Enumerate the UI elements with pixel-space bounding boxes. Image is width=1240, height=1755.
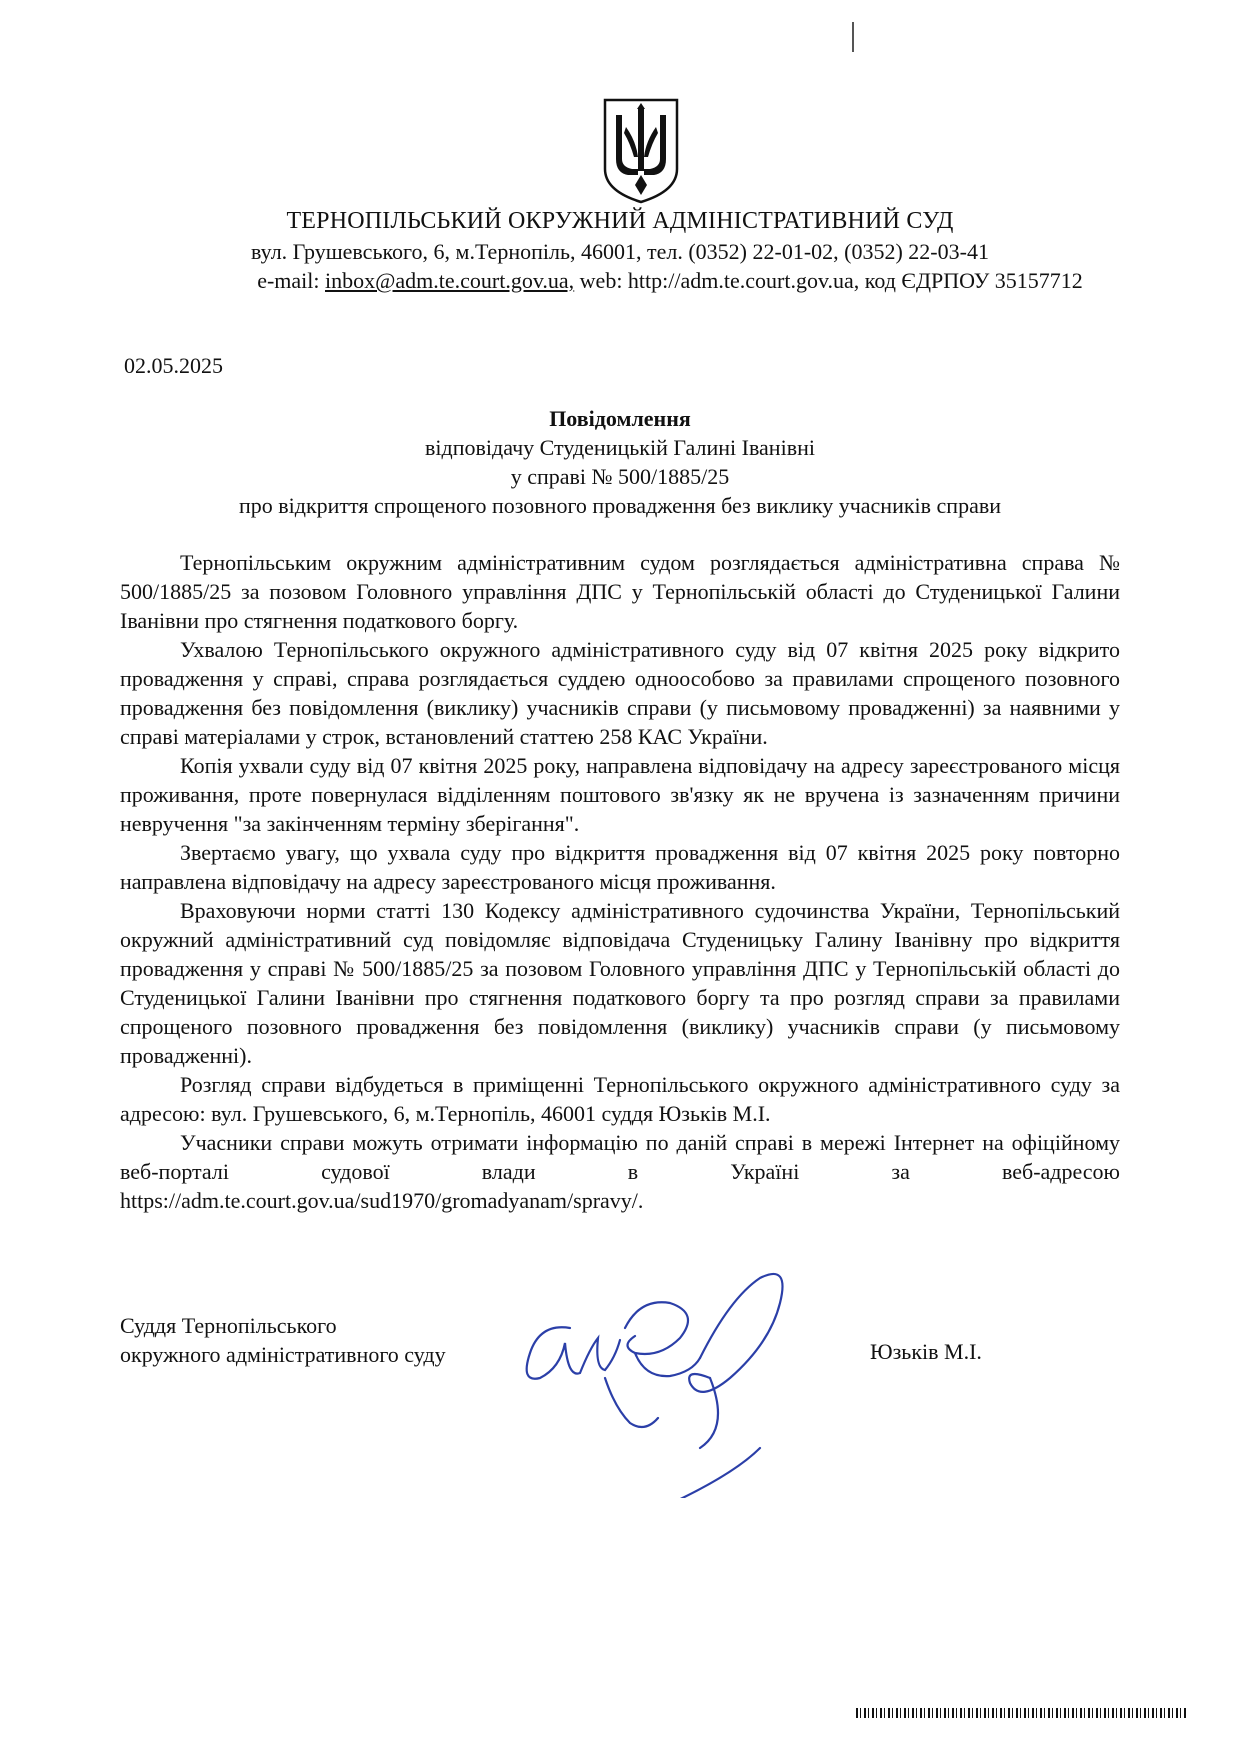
court-contacts [170, 268, 1170, 294]
court-address: вул. Грушевського, 6, м.Тернопіль, 46001, тел. (0352) 22-01-02, (0352) 22-03-41 [251, 239, 989, 264]
notice-title: Повідомлення [549, 406, 691, 431]
notice-subject: про відкриття спрощеного позовного провадження без виклику учасників справи [238, 493, 1002, 518]
court-name: ТЕРНОПІЛЬСЬКИЙ ОКРУЖНИЙ АДМІНІСТРАТИВНИЙ СУД [286, 208, 954, 234]
email-prefix: e-mail: [257, 268, 325, 293]
document-barcode [856, 1708, 1186, 1718]
document-date: 02.05.2025 [124, 353, 223, 378]
signatory-position [120, 1311, 446, 1369]
body-paragraph: Тернопільським окружним адміністративним судом розглядається адміністративна справа № 500/1885/25 за позовом Головного управління ДПС у Тернопільській області до Студеницької Галини Іванівни про стягнення податкового боргу. [120, 550, 1120, 633]
body-paragraph: Звертаємо увагу, що ухвала суду про відкриття провадження від 07 квітня 2025 року повторно направлена відповідачу на адресу зареєстрованого місця проживання. [120, 840, 1120, 894]
notice-case-number: у справі № 500/1885/25 [510, 464, 730, 489]
handwritten-signature [430, 1258, 880, 1498]
body-paragraph: Копія ухвали суду від 07 квітня 2025 року, направлена відповідачу на адресу зареєстрованого місця проживання, проте повернулася відділенням поштового зв'язку як не вручена із зазначенням причини невручення "за закінченням терміну зберігання". [120, 753, 1120, 836]
scan-artifact-line [852, 22, 854, 52]
email-link[interactable]: inbox@adm.te.court.gov.ua, [325, 268, 575, 293]
body-paragraph: Розгляд справи відбудеться в приміщенні Тернопільського окружного адміністративного суду за адресою: вул. Грушевського, 6, м.Тернопіль, 46001 суддя Юзьків М.І. [120, 1072, 1120, 1126]
body-paragraph: Ухвалою Тернопільського окружного адміністративного суду від 07 квітня 2025 року відкрито провадження у справі, справа розглядається суддею одноособово за правилами спрощеного позовного провадження без повідомлення (виклику) учасників справи (у письмовому провадженні) за наявними у справі матеріалами у строк, встановлений статтею 258 КАС України. [120, 637, 1120, 749]
signatory-name: Юзьків М.І. [870, 1339, 982, 1364]
body-paragraph: Враховуючи норми статті 130 Кодексу адміністративного судочинства України, Тернопільський окружний адміністративний суд повідомляє відповідача Студеницьку Галину Іванівну про відкриття провадження у справі № 500/1885/25 за позовом Головного управління ДПС у Тернопільській області до Студеницької Галини Іванівни про стягнення податкового боргу та про розгляд справи за правилами спрощеного позовного провадження без повідомлення (виклику) учасників справи (у письмовому провадженні). [120, 898, 1120, 1068]
web-and-code: web: http://adm.te.court.gov.ua, код ЄДРПОУ 35157712 [574, 268, 1083, 293]
notice-body [120, 548, 1120, 1215]
signatory-position-line: окружного адміністративного суду [120, 1342, 446, 1367]
notice-recipient: відповідачу Студеницькій Галині Іванівні [425, 435, 815, 460]
trident-coat-of-arms-icon [602, 97, 680, 205]
signatory-position-line: Суддя Тернопільського [120, 1313, 337, 1338]
body-paragraph: Учасники справи можуть отримати інформацію по даній справі в мережі Інтернет на офіційному веб-порталі судової влади в Україні за веб-адресою https://adm.te.court.gov.ua/sud1970/gromadyanam/spravy/. [120, 1130, 1120, 1213]
